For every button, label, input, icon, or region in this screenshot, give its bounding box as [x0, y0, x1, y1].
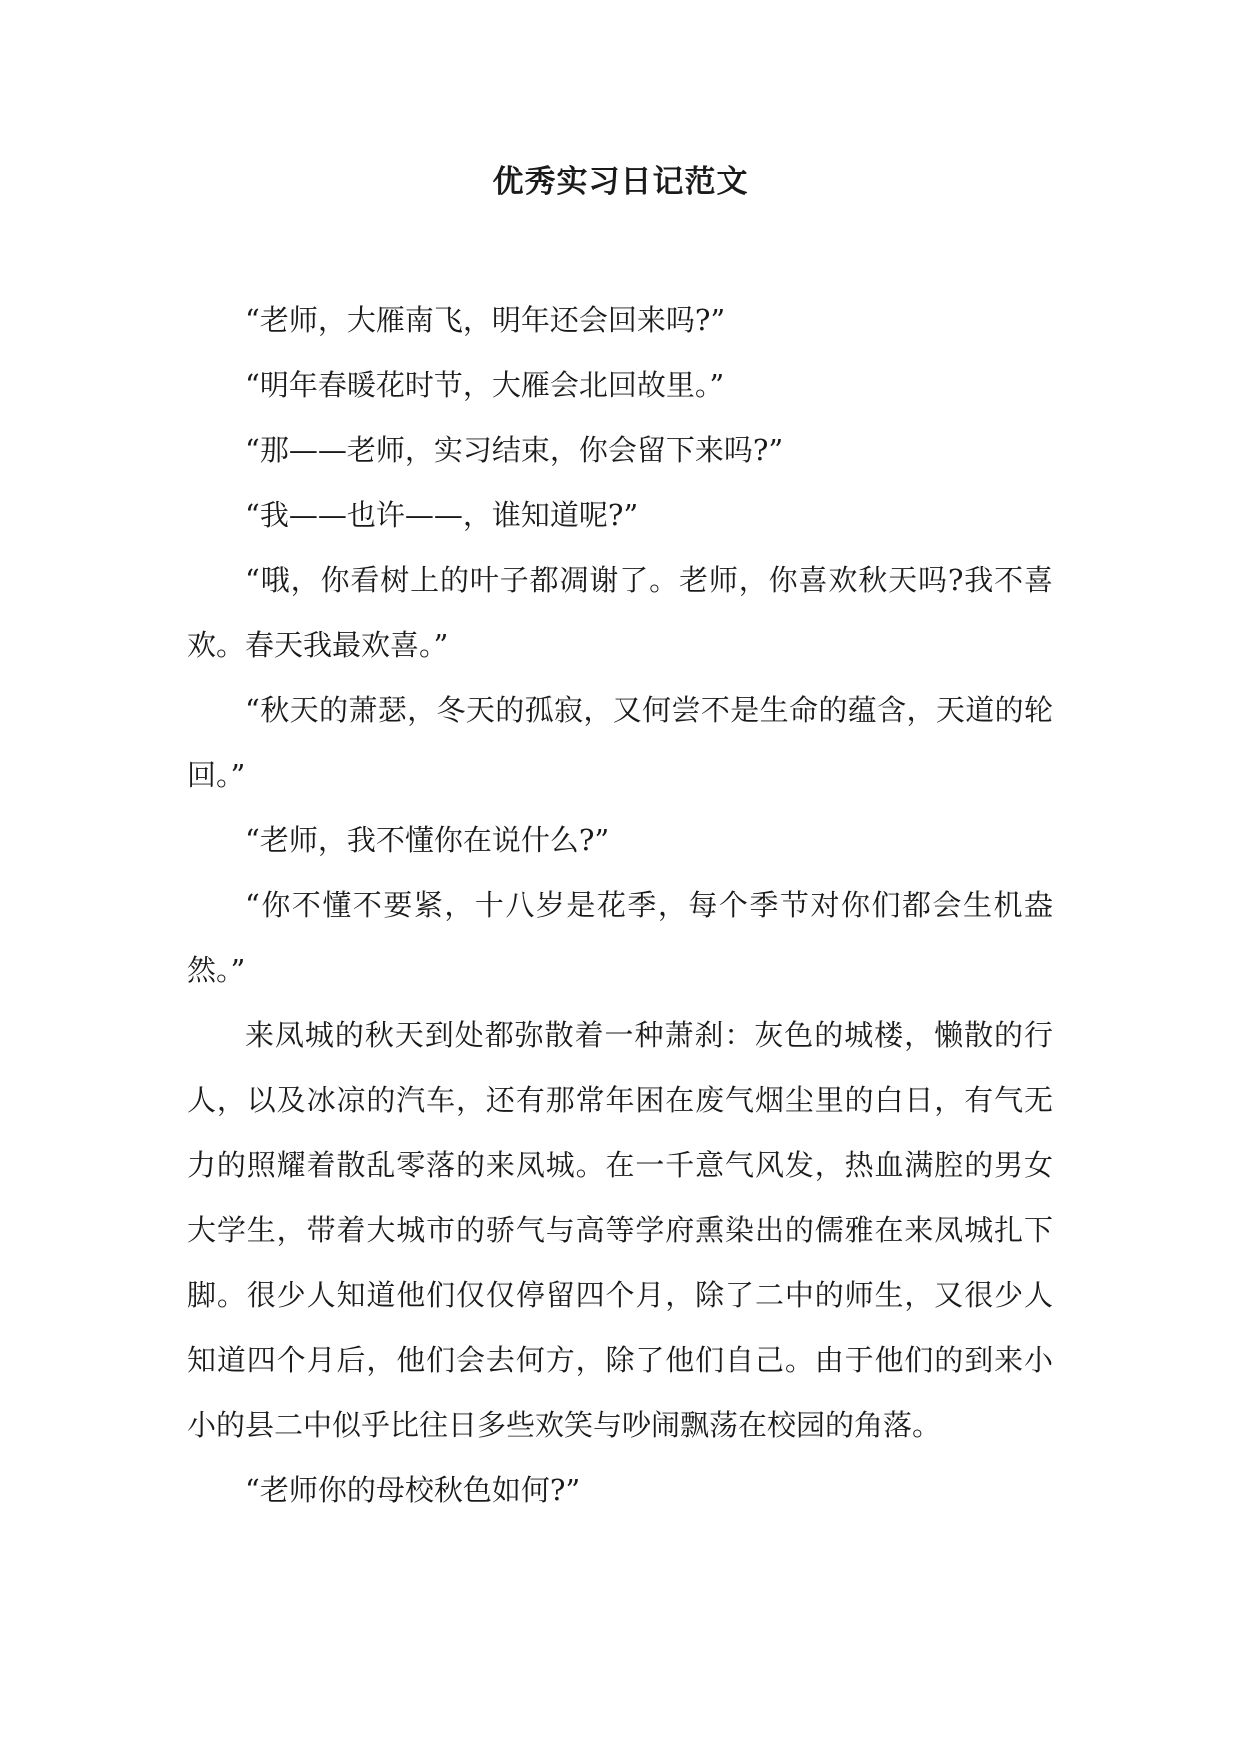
paragraph: “我——也许——，谁知道呢?” — [245, 498, 639, 532]
paragraph: “老师，我不懂你在说什么?” — [245, 823, 610, 857]
paragraph: “秋天的萧瑟，冬天的孤寂，又何尝不是生命的蕴含，天道的轮回。” — [187, 693, 1053, 792]
paragraph: “哦，你看树上的叶子都凋谢了。老师，你喜欢秋天吗?我不喜欢。春天我最欢喜。” — [187, 563, 1053, 662]
paragraph: “那——老师，实习结束，你会留下来吗?” — [245, 433, 784, 467]
document-body — [187, 288, 1053, 1523]
paragraph: “明年春暖花时节，大雁会北回故里。” — [245, 368, 725, 402]
paragraph: “你不懂不要紧，十八岁是花季，每个季节对你们都会生机盎然。” — [187, 888, 1053, 987]
paragraph: 来凤城的秋天到处都弥散着一种萧刹：灰色的城楼，懒散的行人，以及冰凉的汽车，还有那常年困在废气烟尘里的白日，有气无力的照耀着散乱零落的来凤城。在一千意气风发，热血满腔的男女大学生，带着大城市的骄气与高等学府熏染出的儒雅在来凤城扎下脚。很少人知道他们仅仅停留四个月，除了二中的师生，又很少人知道四个月后，他们会去何方，除了他们自己。由于他们的到来小小的县二中似乎比往日多些欢笑与吵闹飘荡在校园的角落。 — [187, 1018, 1053, 1442]
paragraph: “老师你的母校秋色如何?” — [245, 1473, 581, 1507]
paragraph: “老师，大雁南飞，明年还会回来吗?” — [245, 303, 726, 337]
document-title: 优秀实习日记范文 — [492, 164, 749, 200]
